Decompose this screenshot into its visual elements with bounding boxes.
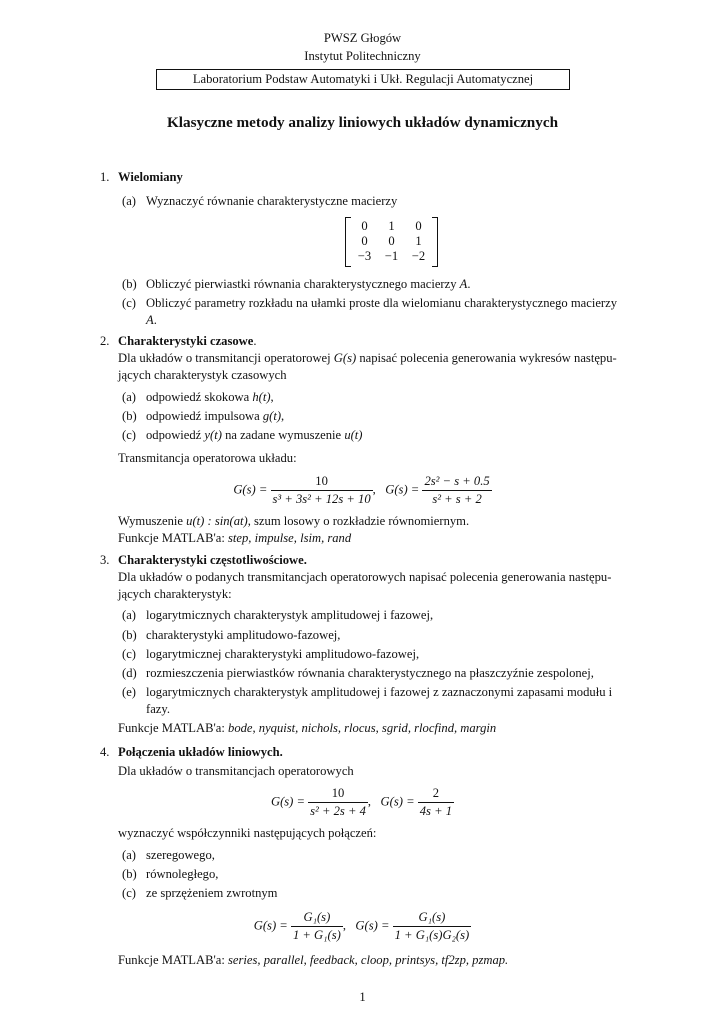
institute-name: Instytut Politechniczny bbox=[304, 49, 421, 63]
section-1-title: Wielomiany bbox=[118, 170, 183, 184]
s2-item-c: (c) odpowiedź y(t) na zadane wymuszenie u(t) bbox=[122, 428, 363, 442]
equation-4a: G(s) = $\frac{10}{\text{s² + 2s + 4}}$ , G(s) = $\frac{2}{4s + 1}$ bbox=[270, 786, 453, 818]
s3-item-c: (c) logarytmicznej charakterystyki amplitudowo-fazowej, bbox=[122, 647, 420, 661]
section-2-heading: Charakterystyki czasowe. bbox=[118, 334, 257, 348]
s4-item-a: (a) szeregowego, bbox=[122, 848, 215, 862]
s1-item-b: (b) Obliczyć pierwiastki równania charakterystycznego macierzy A. bbox=[122, 277, 471, 291]
s4-item-b: (b) równoległego, bbox=[122, 867, 219, 881]
s3-item-e: (e) logarytmicznych charakterystyk amplitudowej i fazowej z zaznaczonymi zapasami modułu i fazy. bbox=[122, 685, 613, 716]
equation-2: G(s) = $\frac{10}{\text{s³ + 3s² + 12s + 10}}$ , G(s) = $\frac{\text{2s² − s + 0.5}}{\text{s² + s + 2}}$ bbox=[233, 474, 490, 506]
excitation-line: Wymuszenie u(t) : sin(at), szum losowy o rozkładzie równomiernym. bbox=[118, 514, 470, 528]
section-2-intro: Dla układów o transmitancji operatorowej G(s) napisać polecenia generowania wykresów następu- bbox=[118, 351, 617, 365]
item-text: Wyznaczyć równanie charakterystyczne macierzy bbox=[146, 194, 398, 208]
section-3-intro-cont: jących charakterystyk: bbox=[118, 587, 232, 601]
s2-matlab-funcs: Funkcje MATLAB'a: step, impulse, lsim, rand bbox=[118, 531, 352, 545]
matrix-A bbox=[345, 217, 438, 267]
section-3-title: Charakterystyki częstotliwościowe. bbox=[118, 553, 307, 567]
s4-item-c: (c) ze sprzężeniem zwrotnym bbox=[122, 886, 278, 900]
equation-4b: G(s) = $\frac{\text{G₁(s)}}{\text{1 + G₁(s)}}$ , G(s) = $\frac{\text{G₁(s)}}{\text{1 + G₁(s)G₂(s)}}$ bbox=[253, 910, 470, 942]
page-number: 1 bbox=[359, 990, 366, 1004]
section-4-task: wyznaczyć współczynniki następujących połączeń: bbox=[118, 826, 377, 840]
s1-item-c: (c) Obliczyć parametry rozkładu na ułamki proste dla wielomianu charakterystycznego macierzy A. bbox=[122, 296, 618, 327]
section-4-number: 4. bbox=[100, 745, 110, 759]
right-bracket bbox=[432, 217, 438, 267]
document-title: Klasyczne metody analizy liniowych układów dynamicznych bbox=[166, 114, 559, 131]
s1-item-a bbox=[122, 193, 642, 210]
section-1-number: 1. bbox=[100, 170, 110, 184]
s4-matlab-funcs: Funkcje MATLAB'a: series, parallel, feedback, cloop, printsys, tf2zp, pzmap. bbox=[118, 953, 509, 967]
section-2-title: Charakterystyki czasowe bbox=[118, 334, 254, 348]
s2-item-a: (a) odpowiedź skokowa h(t), bbox=[122, 390, 274, 404]
s3-item-b: (b) charakterystyki amplitudowo-fazowej, bbox=[122, 628, 341, 642]
s3-item-a: (a) logarytmicznych charakterystyk amplitudowej i fazowej, bbox=[122, 608, 434, 622]
tf-label: Transmitancja operatorowa układu: bbox=[118, 451, 297, 465]
item-label: (a) bbox=[122, 194, 136, 208]
section-2-number: 2. bbox=[100, 334, 110, 348]
matrix-table: 0 1 0 0 0 1 −3 −1 −2 bbox=[357, 219, 426, 263]
s3-item-d: (d) rozmieszczenia pierwiastków równania charakterystycznego na płaszczyźnie zespolonej, bbox=[122, 666, 594, 680]
lab-name-box: Laboratorium Podstaw Automatyki i Ukł. Regulacji Automatycznej bbox=[156, 69, 570, 90]
section-3-number: 3. bbox=[100, 553, 110, 567]
section-3-intro: Dla układów o podanych transmitancjach operatorowych napisać polecenia generowania następu- bbox=[118, 570, 612, 584]
school-name: PWSZ Głogów bbox=[323, 31, 402, 45]
s2-item-b: (b) odpowiedź impulsowa g(t), bbox=[122, 409, 285, 423]
section-4-intro: Dla układów o transmitancjach operatorowych bbox=[118, 764, 354, 778]
section-4-title: Połączenia układów liniowych. bbox=[118, 745, 283, 759]
s3-matlab-funcs: Funkcje MATLAB'a: bode, nyquist, nichols, rlocus, sgrid, rlocfind, margin bbox=[118, 721, 497, 735]
section-2-intro-cont: jących charakterystyk czasowych bbox=[118, 368, 287, 382]
